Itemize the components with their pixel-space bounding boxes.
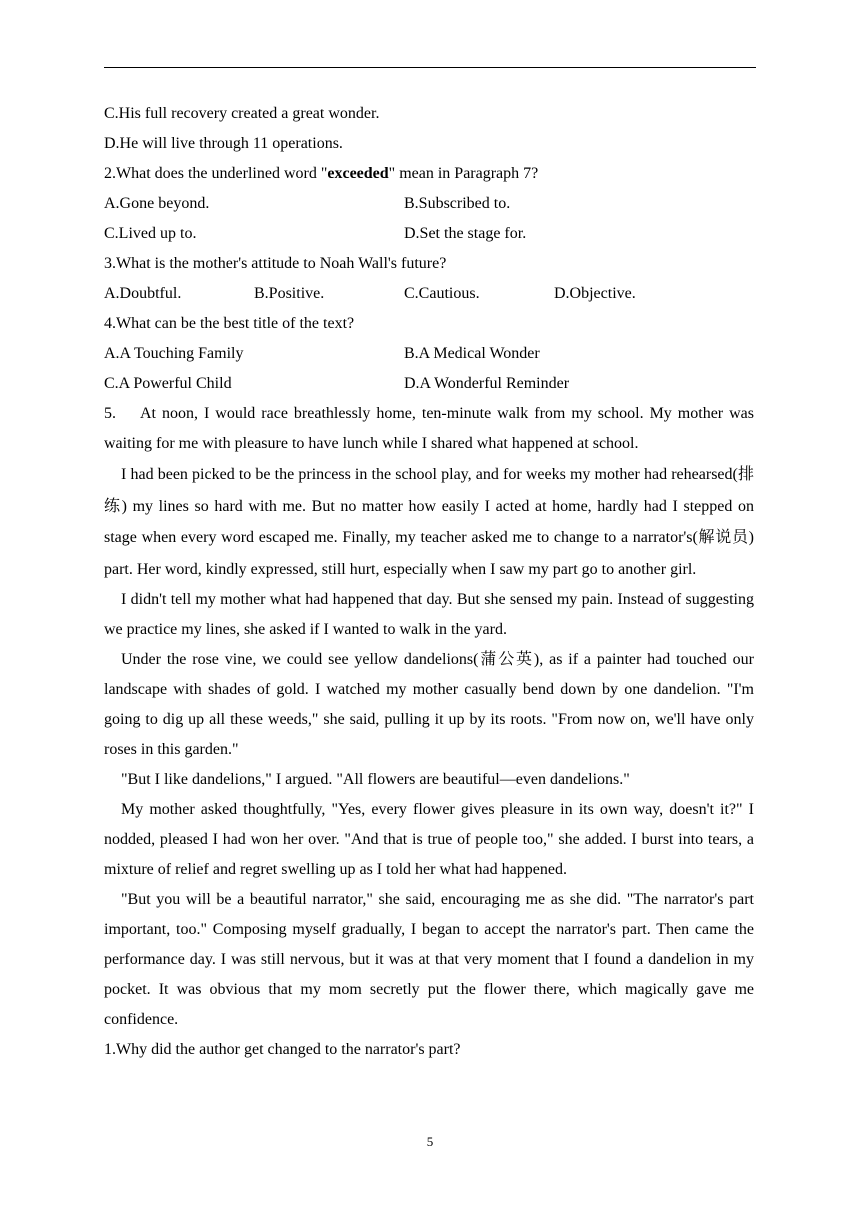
question-2-stem-before: 2.What does the underlined word " [104,165,328,182]
question-4-option-a: A.A Touching Family [104,345,244,362]
question-4-stem: 4.What can be the best title of the text? [104,315,355,332]
question-2-option-d: D.Set the stage for. [404,225,527,242]
question-2-option-b: B.Subscribed to. [404,195,511,212]
passage-5-question-1-stem: 1.Why did the author get changed to the narrator's part? [104,1041,461,1058]
question-3-options-row [104,279,754,309]
question-3-option-c: C.Cautious. [404,285,480,302]
passage-paragraph: 5. At noon, I would race breathlessly home, ten-minute walk from my school. My mother was waiting for me with pleasure to have lunch while I shared what happened at school. [104,405,754,452]
question-4-option-b: B.A Medical Wonder [404,345,540,362]
page-content [104,99,754,1065]
question-2-options-row-1 [104,189,754,219]
question-2-stem [104,159,754,189]
passage-paragraph: Under the rose vine, we could see yellow dandelions(蒲公英), as if a painter had touched our landscape with shades of gold. I watched my mother casually bend down by one dandelion. "I'm going to dig up all these weeds," she said, pulling it up by its roots. "From now on, we'll have only roses in this garden." [104,651,754,758]
q1-option-c: C.His full recovery created a great wonder. [104,105,380,122]
passage-paragraph: "But you will be a beautiful narrator," she said, encouraging me as she did. "The narrator's part important, too." Composing myself gradually, I began to accept the narrator's part. Then came the performance day. I was still nervous, but it was at that very moment that I found a dandelion in my pocket. It was obvious that my mom secretly put the flower there, which magically gave me confidence. [104,891,754,1028]
question-4-option-c: C.A Powerful Child [104,375,232,392]
question-2-options-row-2 [104,219,754,249]
page-number: 5 [426,1134,434,1149]
question-3-stem: 3.What is the mother's attitude to Noah Wall's future? [104,255,447,272]
question-2-stem-after: " mean in Paragraph 7? [388,165,539,182]
question-4-option-d: D.A Wonderful Reminder [404,375,570,392]
q1-option-d: D.He will live through 11 operations. [104,135,343,152]
question-4-options-row-1 [104,339,754,369]
passage-paragraph: I didn't tell my mother what had happened that day. But she sensed my pain. Instead of suggesting we practice my lines, she asked if I wanted to walk in the yard. [104,591,754,638]
passage-paragraph: "But I like dandelions," I argued. "All flowers are beautiful—even dandelions." [121,771,630,788]
passage-paragraph: My mother asked thoughtfully, "Yes, every flower gives pleasure in its own way, doesn't it?" I nodded, pleased I had won her over. "And that is true of people too," she added. I burst into tears, a mixture of relief and regret swelling up as I told her what had happened. [104,801,754,878]
header-rule [104,67,756,68]
question-2-option-c: C.Lived up to. [104,225,197,242]
question-2-option-a: A.Gone beyond. [104,195,210,212]
question-3-option-d: D.Objective. [554,285,636,302]
passage-paragraph: I had been picked to be the princess in the school play, and for weeks my mother had rehearsed(排练) my lines so hard with me. But no matter how easily I acted at home, hardly had I stepped on stage when every word escaped me. Finally, my teacher asked me to change to a narrator's(解说员) part. Her word, kindly expressed, still hurt, especially when I saw my part go to another girl. [104,466,754,578]
question-3-option-b: B.Positive. [254,285,325,302]
question-3-option-a: A.Doubtful. [104,285,182,302]
question-2-keyword: exceeded [327,165,389,182]
question-4-options-row-2 [104,369,754,399]
